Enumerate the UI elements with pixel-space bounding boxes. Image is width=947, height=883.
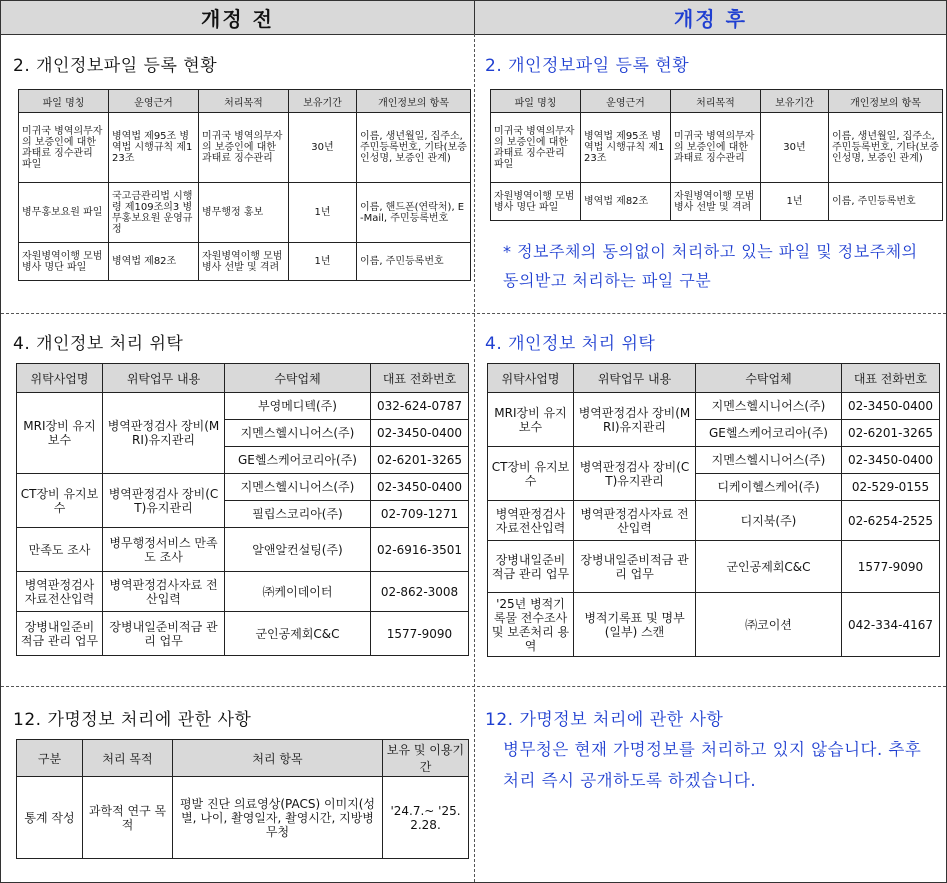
section-divider-1 [1, 313, 946, 314]
before-vendor-phone: 032-624-0787 [371, 393, 469, 420]
before-file-column-header: 파일 명칭 [19, 90, 109, 113]
before-pseudonym-table [16, 739, 469, 859]
after-sec12-text: 병무청은 현재 가명정보를 처리하고 있지 않습니다. 추후 처리 즉시 공개하도록 하겠습니다. [503, 740, 922, 790]
before-header: 개정 전 [1, 1, 475, 35]
before-pseudonym-row [17, 777, 469, 859]
after-file-cell: 병역법 제82조 [581, 183, 671, 221]
after-vendor-column-header: 위탁사업명 [488, 364, 574, 393]
after-file-column-header: 개인정보의 항목 [829, 90, 943, 113]
before-file-cell: 이름, 생년월일, 집주소, 주민등록번호, 기타(보증인성명, 보증인 관계) [357, 113, 471, 183]
before-pseudonym-column-header: 구분 [17, 740, 83, 777]
before-vendor-vendor: 군인공제회C&C [225, 612, 371, 656]
before-file-header-row [19, 90, 471, 113]
before-file-cell: 미귀국 병역의무자의 보증인에 대한 과태료 징수관리 [199, 113, 289, 183]
before-vendor-biz-name: 병역판정검사 자료전산입력 [17, 572, 103, 612]
before-file-cell: 이름, 핸드폰(연락처), E-Mail, 주민등록번호 [357, 183, 471, 243]
before-file-column-header: 보유기간 [289, 90, 357, 113]
after-vendor-phone: 02-6254-2525 [842, 501, 940, 541]
after-vendor-column-header: 대표 전화번호 [842, 364, 940, 393]
after-vendor-row [488, 393, 940, 420]
before-vendor-row [17, 528, 469, 572]
after-file-cell: 미귀국 병역의무자의 보증인에 대한 과태료 징수관리 파일 [491, 113, 581, 183]
after-sec12-title: 12. 가명정보 처리에 관한 사항 [485, 710, 724, 730]
after-file-column-header: 보유기간 [761, 90, 829, 113]
before-sec12-title: 12. 가명정보 처리에 관한 사항 [13, 710, 252, 730]
after-vendor-biz-name: 병역판정검사 자료전산입력 [488, 501, 574, 541]
after-vendor-task: 병역판정검사 장비(MRI)유지관리 [574, 393, 696, 447]
before-vendor-row [17, 572, 469, 612]
before-pseudonym-header-row [17, 740, 469, 777]
section-divider-2 [1, 686, 946, 687]
before-vendor-biz-name: 만족도 조사 [17, 528, 103, 572]
after-vendor-vendor: ㈜코이션 [696, 593, 842, 657]
after-file-registry-table [490, 89, 943, 221]
before-vendor-vendor: 필립스코리아(주) [225, 501, 371, 528]
after-vendor-vendor: 지멘스헬시니어스(주) [696, 393, 842, 420]
after-vendor-task: 병역판정검사 장비(CT)유지관리 [574, 447, 696, 501]
before-vendor-task: 병역판정검사자료 전산입력 [103, 572, 225, 612]
after-file-row [491, 113, 943, 183]
after-file-cell: 미귀국 병역의무자의 보증인에 대한 과태료 징수관리 [671, 113, 761, 183]
before-file-cell: 병무홍보요원 파일 [19, 183, 109, 243]
before-vendor-biz-name: MRI장비 유지보수 [17, 393, 103, 474]
before-vendor-vendor: 부영메디텍(주) [225, 393, 371, 420]
after-vendor-phone: 1577-9090 [842, 541, 940, 593]
after-header: 개정 후 [475, 1, 946, 35]
before-pseudonym-column-header: 처리 목적 [83, 740, 173, 777]
before-vendor-column-header: 대표 전화번호 [371, 364, 469, 393]
before-pseudonym-cell: 통계 작성 [17, 777, 83, 859]
before-file-cell: 1년 [289, 243, 357, 281]
before-vendor-biz-name: CT장비 유지보수 [17, 474, 103, 528]
before-vendor-phone: 02-3450-0400 [371, 474, 469, 501]
before-file-cell: 미귀국 병역의무자의 보증인에 대한 과태료 징수관리 파일 [19, 113, 109, 183]
after-vendor-biz-name: MRI장비 유지보수 [488, 393, 574, 447]
before-vendor-phone: 02-3450-0400 [371, 420, 469, 447]
before-vendor-task: 병역판정검사 장비(CT)유지관리 [103, 474, 225, 528]
after-vendor-biz-name: CT장비 유지보수 [488, 447, 574, 501]
before-vendor-row [17, 612, 469, 656]
before-file-row [19, 183, 471, 243]
before-file-cell: 이름, 주민등록번호 [357, 243, 471, 281]
after-vendor-phone: 02-3450-0400 [842, 393, 940, 420]
after-file-cell: 1년 [761, 183, 829, 221]
after-file-cell: 이름, 생년월일, 집주소, 주민등록번호, 기타(보증인성명, 보증인 관계) [829, 113, 943, 183]
after-file-row [491, 183, 943, 221]
after-file-cell: 자원병역이행 모범병사 명단 파일 [491, 183, 581, 221]
before-vendor-row [17, 393, 469, 420]
before-file-cell: 자원병역이행 모범병사 명단 파일 [19, 243, 109, 281]
before-file-cell: 국고금관리법 시행령 제109조의3 병무홍보요원 운영규정 [109, 183, 199, 243]
before-file-column-header: 운영근거 [109, 90, 199, 113]
after-vendor-task: 병역판정검사자료 전산입력 [574, 501, 696, 541]
before-vendor-column-header: 수탁업체 [225, 364, 371, 393]
before-file-cell: 1년 [289, 183, 357, 243]
before-file-cell: 병역법 제82조 [109, 243, 199, 281]
after-vendor-vendor: 디케이헬스케어(주) [696, 474, 842, 501]
before-vendor-vendor: 알앤알컨설팅(주) [225, 528, 371, 572]
after-vendor-phone: 042-334-4167 [842, 593, 940, 657]
after-vendor-biz-name: '25년 병적기록물 전수조사 및 보존처리 용역 [488, 593, 574, 657]
after-vendor-header-row [488, 364, 940, 393]
before-vendor-phone: 1577-9090 [371, 612, 469, 656]
before-file-row [19, 113, 471, 183]
after-sec4-title: 4. 개인정보 처리 위탁 [485, 334, 656, 354]
after-vendor-vendor: 지멘스헬시니어스(주) [696, 447, 842, 474]
before-vendor-phone: 02-6916-3501 [371, 528, 469, 572]
column-divider [474, 34, 475, 882]
before-sec4-title: 4. 개인정보 처리 위탁 [13, 334, 184, 354]
before-pseudonym-cell: 과학적 연구 목적 [83, 777, 173, 859]
after-vendor-row [488, 593, 940, 657]
before-file-column-header: 개인정보의 항목 [357, 90, 471, 113]
after-vendor-phone: 02-3450-0400 [842, 447, 940, 474]
before-outsourcing-table [16, 363, 469, 656]
after-file-cell: 병역법 제95조 병역법 시행규칙 제123조 [581, 113, 671, 183]
before-pseudonym-cell: '24.7.~ '25.2.28. [383, 777, 469, 859]
before-vendor-vendor: ㈜케이데이터 [225, 572, 371, 612]
after-vendor-row [488, 501, 940, 541]
before-vendor-vendor: 지멘스헬시니어스(주) [225, 474, 371, 501]
after-vendor-vendor: 군인공제회C&C [696, 541, 842, 593]
before-vendor-header-row [17, 364, 469, 393]
after-file-cell: 30년 [761, 113, 829, 183]
after-vendor-task: 병적기록표 및 명부(일부) 스캔 [574, 593, 696, 657]
after-vendor-biz-name: 장병내일준비 적금 관리 업무 [488, 541, 574, 593]
before-vendor-task: 병역판정검사 장비(MRI)유지관리 [103, 393, 225, 474]
after-outsourcing-table [487, 363, 940, 657]
before-vendor-task: 장병내일준비적금 관리 업무 [103, 612, 225, 656]
after-file-column-header: 파일 명칭 [491, 90, 581, 113]
before-vendor-column-header: 위탁사업명 [17, 364, 103, 393]
before-sec2-title: 2. 개인정보파일 등록 현황 [13, 56, 218, 76]
after-file-cell: 이름, 주민등록번호 [829, 183, 943, 221]
before-pseudonym-column-header: 처리 항목 [173, 740, 383, 777]
before-pseudonym-column-header: 보유 및 이용기간 [383, 740, 469, 777]
after-vendor-task: 장병내일준비적금 관리 업무 [574, 541, 696, 593]
after-vendor-phone: 02-6201-3265 [842, 420, 940, 447]
before-vendor-vendor: 지멘스헬시니어스(주) [225, 420, 371, 447]
after-vendor-row [488, 447, 940, 474]
before-vendor-biz-name: 장병내일준비 적금 관리 업무 [17, 612, 103, 656]
before-file-column-header: 처리목적 [199, 90, 289, 113]
before-vendor-phone: 02-862-3008 [371, 572, 469, 612]
before-file-registry-table [18, 89, 471, 281]
before-vendor-row [17, 474, 469, 501]
before-file-cell: 병무행정 홍보 [199, 183, 289, 243]
before-file-cell: 병역법 제95조 병역법 시행규칙 제123조 [109, 113, 199, 183]
after-vendor-column-header: 수탁업체 [696, 364, 842, 393]
before-vendor-phone: 02-709-1271 [371, 501, 469, 528]
after-file-header-row [491, 90, 943, 113]
after-vendor-phone: 02-529-0155 [842, 474, 940, 501]
before-pseudonym-cell: 평발 진단 의료영상(PACS) 이미지(성별, 나이, 촬영일자, 촬영시간, 지방병무청 [173, 777, 383, 859]
after-vendor-vendor: 디지북(주) [696, 501, 842, 541]
after-vendor-column-header: 위탁업무 내용 [574, 364, 696, 393]
before-vendor-phone: 02-6201-3265 [371, 447, 469, 474]
before-file-cell: 30년 [289, 113, 357, 183]
after-file-column-header: 처리목적 [671, 90, 761, 113]
after-sec2-title: 2. 개인정보파일 등록 현황 [485, 56, 690, 76]
after-sec2-note: * 정보주체의 동의없이 처리하고 있는 파일 및 정보주체의 동의받고 처리하는 파일 구분 [503, 242, 918, 290]
before-file-cell: 자원병역이행 모범병사 선발 및 격려 [199, 243, 289, 281]
after-vendor-row [488, 541, 940, 593]
after-file-cell: 자원병역이행 모범병사 선발 및 격려 [671, 183, 761, 221]
before-vendor-task: 병무행정서비스 만족도 조사 [103, 528, 225, 572]
after-vendor-vendor: GE헬스케어코리아(주) [696, 420, 842, 447]
before-vendor-vendor: GE헬스케어코리아(주) [225, 447, 371, 474]
before-vendor-column-header: 위탁업무 내용 [103, 364, 225, 393]
after-file-column-header: 운영근거 [581, 90, 671, 113]
before-file-row [19, 243, 471, 281]
